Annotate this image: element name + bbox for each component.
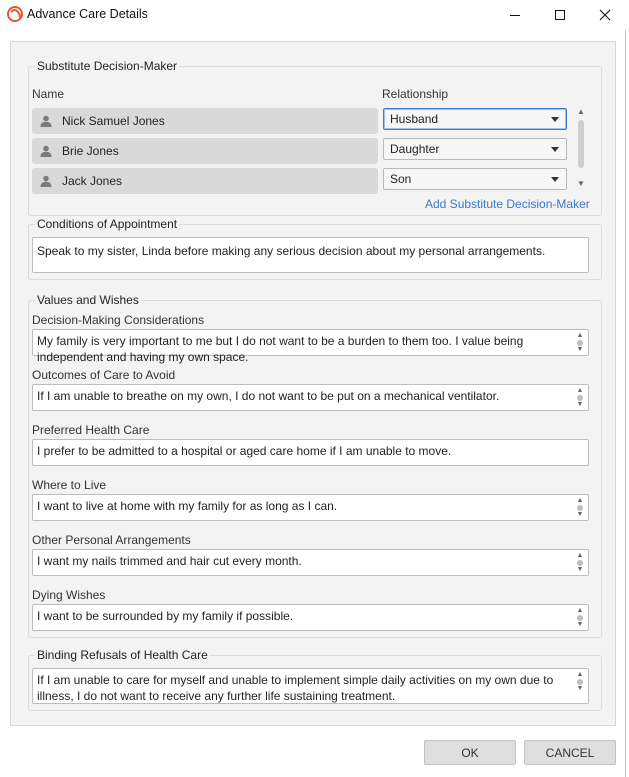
scroll-up-icon[interactable]: ▲ [576,607,584,614]
substitute-row-name[interactable] [32,138,378,164]
scroll-down-icon[interactable]: ▼ [577,179,585,188]
app-logo-icon [6,5,24,23]
substitute-row-name[interactable] [32,168,378,194]
preferred-health-care-input[interactable] [32,439,589,466]
relationship-value: Son [390,172,412,186]
outcomes-to-avoid-input[interactable] [32,384,589,411]
field-text: I want to be surrounded by my family if possible. [37,609,294,623]
scrollbar-thumb[interactable] [578,120,584,168]
dialog-body [10,41,616,726]
field-label: Where to Live [32,478,107,492]
minimize-button[interactable] [492,0,537,30]
conditions-legend: Conditions of Appointment [37,217,178,231]
ok-button[interactable]: OK [424,740,516,765]
decision-making-input[interactable] [32,329,589,364]
field-label: Dying Wishes [32,588,106,602]
conditions-input[interactable] [32,237,589,273]
name-column-header: Name [32,87,65,101]
person-icon [40,175,52,187]
scroll-down-icon[interactable]: ▼ [576,511,584,518]
refusals-legend: Binding Refusals of Health Care [37,648,208,662]
title-bar [0,0,629,30]
relationship-select[interactable] [383,168,567,190]
field-label: Preferred Health Care [32,423,150,437]
window-title: Advance Care Details [27,7,148,21]
chevron-down-icon [551,147,559,152]
field-scroller[interactable] [575,333,585,353]
chevron-down-icon [551,117,559,122]
field-label: Other Personal Arrangements [32,533,191,547]
refusals-text: If I am unable to care for myself and unable to implement simple daily activities on my own due to illness, I do not want to receive any further life sustaining treatment. [37,673,554,703]
refusals-input[interactable] [32,668,589,704]
substitute-list-scrollbar[interactable] [575,108,587,192]
substitute-legend: Substitute Decision-Maker [37,59,178,73]
person-icon [40,115,52,127]
relationship-value: Husband [390,112,439,126]
values-legend: Values and Wishes [37,293,139,307]
conditions-text: Speak to my sister, Linda before making any serious decision about my personal arrangements. [37,244,546,258]
close-icon [599,9,611,21]
dying-wishes-input[interactable] [32,604,589,631]
substitute-name: Brie Jones [62,144,119,158]
other-arrangements-input[interactable] [32,549,589,576]
maximize-icon [554,9,566,21]
field-text: My family is very important to me but I do not want to be a burden to them too. I value being independent and having my own space. [37,334,524,364]
scroll-up-icon[interactable]: ▲ [576,497,584,504]
chevron-down-icon [551,177,559,182]
person-icon [40,145,52,157]
substitute-name: Jack Jones [62,174,123,188]
relationship-value: Daughter [390,142,440,156]
add-substitute-link[interactable]: Add Substitute Decision-Maker [425,197,590,211]
relationship-column-header: Relationship [382,87,449,101]
field-scroller[interactable] [575,388,585,408]
field-text: If I am unable to breathe on my own, I do not want to be put on a mechanical ventilator. [37,389,500,403]
field-label: Decision-Making Considerations [32,313,205,327]
close-button[interactable] [582,0,627,30]
field-label: Outcomes of Care to Avoid [32,368,176,382]
relationship-select[interactable] [383,138,567,160]
cancel-button[interactable]: CANCEL [524,740,616,765]
scroll-down-icon[interactable]: ▼ [576,566,584,573]
scroll-down-icon[interactable]: ▼ [576,621,584,628]
field-scroller[interactable] [575,608,585,628]
scroll-up-icon[interactable]: ▲ [576,671,584,678]
maximize-button[interactable] [537,0,582,30]
minimize-icon [509,9,521,21]
scroll-down-icon[interactable]: ▼ [576,685,584,692]
scroll-up-icon[interactable]: ▲ [576,332,584,339]
scroll-up-icon[interactable]: ▲ [576,552,584,559]
scroll-down-icon[interactable]: ▼ [576,401,584,408]
window-edge [625,30,626,777]
field-text: I want to live at home with my family for as long as I can. [37,499,338,513]
relationship-select[interactable] [383,108,567,130]
substitute-name: Nick Samuel Jones [62,114,165,128]
field-scroller[interactable] [575,672,585,692]
field-text: I want my nails trimmed and hair cut every month. [37,554,302,568]
scroll-down-icon[interactable]: ▼ [576,346,584,353]
substitute-row-name[interactable] [32,108,378,134]
scroll-up-icon[interactable]: ▲ [577,107,585,116]
where-to-live-input[interactable] [32,494,589,521]
field-scroller[interactable] [575,553,585,573]
field-text: I prefer to be admitted to a hospital or aged care home if I am unable to move. [37,444,452,458]
scroll-up-icon[interactable]: ▲ [576,387,584,394]
field-scroller[interactable] [575,498,585,518]
